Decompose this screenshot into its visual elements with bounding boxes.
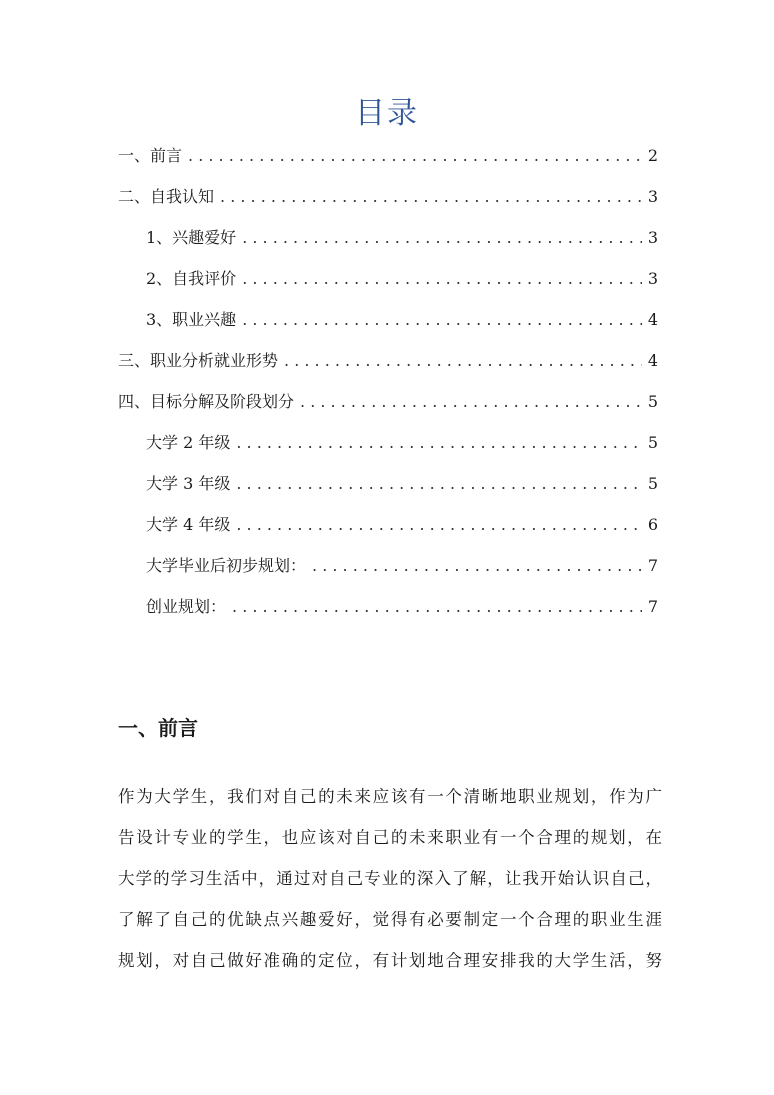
toc-entry-page: 5 [647, 474, 658, 493]
toc-entry[interactable] [118, 299, 658, 340]
toc-entry[interactable] [118, 258, 658, 299]
toc-entry-page: 7 [647, 556, 658, 575]
toc-entry-label: 创业规划： [146, 597, 227, 616]
toc-entry-page: 2 [647, 146, 658, 165]
toc-entry-label: 1、兴趣爱好 [146, 228, 237, 247]
body-line: 告设计专业的学生，也应该对自己的未来职业有一个合理的规划，在 [118, 828, 662, 847]
toc-entry-label: 大学 2 年级 [146, 433, 231, 452]
body-line: 大学的学习生活中，通过对自己专业的深入了解，让我开始认识自己， [118, 869, 662, 888]
section-body [118, 776, 662, 981]
toc-leader-dots [188, 135, 642, 176]
toc-leader-dots [312, 545, 642, 586]
toc-title: 目录 [355, 96, 419, 131]
toc-entry[interactable] [118, 176, 658, 217]
toc-entry-label: 大学毕业后初步规划： [146, 556, 307, 575]
body-line: 规划，对自己做好准确的定位，有计划地合理安排我的大学生活，努 [118, 951, 662, 970]
toc-entry-label: 3、职业兴趣 [146, 310, 237, 329]
toc-entry[interactable] [118, 422, 658, 463]
toc-entry-label: 一、前言 [118, 146, 183, 165]
toc-leader-dots [242, 217, 642, 258]
toc-entry[interactable] [118, 381, 658, 422]
toc-entry-page: 3 [647, 269, 658, 288]
toc-entry-label: 大学 3 年级 [146, 474, 231, 493]
table-of-contents [118, 135, 658, 627]
toc-entry[interactable] [118, 340, 658, 381]
toc-entry-page: 4 [647, 351, 658, 370]
toc-entry-label: 2、自我评价 [146, 269, 237, 288]
toc-leader-dots [236, 422, 641, 463]
toc-entry-label: 二、自我认知 [118, 187, 215, 206]
toc-entry-label: 大学 4 年级 [146, 515, 231, 534]
section-heading: 一、前言 [118, 716, 198, 740]
body-line: 了解了自己的优缺点兴趣爱好，觉得有必要制定一个合理的职业生涯 [118, 910, 662, 929]
toc-entry[interactable] [118, 217, 658, 258]
toc-entry-page: 3 [647, 187, 658, 206]
toc-entry[interactable] [118, 463, 658, 504]
toc-entry[interactable] [118, 135, 658, 176]
toc-leader-dots [242, 299, 642, 340]
toc-entry-label: 四、目标分解及阶段划分 [118, 392, 295, 411]
toc-entry[interactable] [118, 504, 658, 545]
toc-entry-page: 6 [647, 515, 658, 534]
toc-leader-dots [220, 176, 642, 217]
toc-entry-page: 7 [647, 597, 658, 616]
toc-entry-page: 5 [647, 433, 658, 452]
toc-entry-page: 5 [647, 392, 658, 411]
body-line: 作为大学生，我们对自己的未来应该有一个清晰地职业规划，作为广 [118, 787, 662, 806]
toc-leader-dots [242, 258, 642, 299]
toc-entry-label: 三、职业分析就业形势 [118, 351, 279, 370]
toc-entry-page: 3 [647, 228, 658, 247]
toc-leader-dots [236, 463, 641, 504]
toc-entry[interactable] [118, 586, 658, 627]
toc-leader-dots [284, 340, 642, 381]
toc-leader-dots [236, 504, 641, 545]
toc-entry-page: 4 [647, 310, 658, 329]
toc-leader-dots [300, 381, 642, 422]
toc-entry[interactable] [118, 545, 658, 586]
toc-leader-dots [232, 586, 642, 627]
